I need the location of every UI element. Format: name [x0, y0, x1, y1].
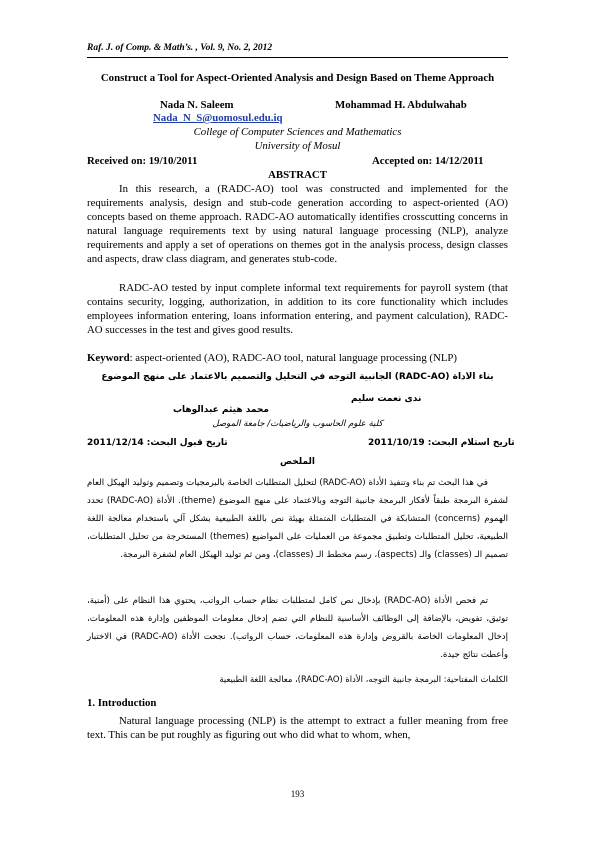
university: University of Mosul [254, 140, 341, 152]
keywords [87, 351, 508, 365]
keyword-text: : aspect-oriented (AO), RADC-AO tool, natural language processing (NLP) [129, 352, 458, 364]
received-date: Received on: 19/10/2011 [87, 155, 198, 167]
arabic-paragraph-2: تم فحص الأداة (RADC-AO) بإدخال نص كامل لمتطلبات نظام حساب الرواتب، يحتوي هذا النظام على (أمنية، توثيق، تفويض، بالإضافة إلى الوظائف الأساسية للنظام التي تضم إدخال معلومات الموظفين وإدارة هذه المعلومات، إدخال المعلومات الخاصة بالقروض وإدارة هذه المعلومات، حساب الرواتب). نجحت الأداة (RADC-AO) في الاختبار وأعطت نتائج جيدة. [87, 596, 508, 660]
arabic-abstract-heading: الملخص [280, 457, 315, 467]
page-number: 193 [290, 789, 305, 799]
arabic-accepted-date: تاريخ قبول البحث: 2011/12/14 [87, 438, 228, 448]
abstract-paragraph-2: RADC-AO tested by input complete informal text requirements for payroll system (that contains security, logging, authorization, in addition to its core functionality which includes employees information entering, loans information entering, and payment calculation), RADC-AO successes in the test and gives good results. [87, 282, 508, 336]
abstract-heading: ABSTRACT [268, 169, 327, 181]
author-2: Mohammad H. Abdulwahab [335, 99, 467, 111]
introduction-paragraph: Natural language processing (NLP) is the attempt to extract a fuller meaning from free text. This can be put roughly as figuring out who did what to whom, when, [87, 715, 508, 741]
author-email[interactable]: Nada_N_S@uomosul.edu.iq [153, 112, 283, 124]
affiliation: College of Computer Sciences and Mathematics [193, 126, 402, 138]
arabic-keywords: الكلمات المفتاحية: البرمجة جانبية التوجه، الأداة (RADC-AO)، معالجة اللغة الطبيعية [219, 674, 508, 684]
section-heading-introduction: 1. Introduction [87, 697, 157, 709]
arabic-affiliation: كلية علوم الحاسوب والرياضيات/ جامعة الموصل [212, 419, 383, 429]
arabic-paragraph-1: في هذا البحث تم بناء وتنفيذ الأداة (RADC-AO) لتحليل المتطلبات الخاصة بالبرمجيات وتصميم وتوليد الهيكل العام لشفرة البرمجة طبقاً لأفكار البرمجة جانبية التوجه وبالاعتماد على منهج الموضوع (theme). الأداة (RADC-AO) تحدد الهموم (concerns) المتشابكة في المتطلبات المتمثلة بهيئة نص باللغة الطبيعية بشكل آلي باستخدام معالجة اللغة الطبيعية، تحليل المتطلبات وتطبيق مجموعة من العمليات على المواضيع (themes) المستخرجة من تحليل المتطلبات، تصميم الـ (classes) والـ (aspects)، رسم مخطط الـ (classes)، ومن ثم توليد الهيكل العام لشفرة البرمجة. [87, 478, 508, 560]
running-head: Raf. J. of Comp. & Math’s. , Vol. 9, No. 2, 2012 [87, 43, 273, 53]
accepted-date: Accepted on: 14/12/2011 [372, 155, 484, 167]
arabic-author-2: محمد هيثم عبدالوهاب [173, 405, 269, 415]
arabic-title: بناء الأداة (RADC-AO) الجانبية التوجه في التحليل والتصميم بالاعتماد على منهج الموضوع [101, 372, 494, 382]
header-rule [87, 57, 508, 58]
author-1: Nada N. Saleem [160, 99, 234, 111]
abstract-paragraph-1: In this research, a (RADC-AO) tool was constructed and implemented for the requirements analysis, design and stub-code generation according to aspect-oriented (AO) concepts based on theme approach. RADC-AO automatically identifies crosscutting concerns in natural language requirements text by using natural language processing (NLP), analyze requirements and apply a set of operations on themes got in the analysis process, design classes and aspects, draw class diagram, and generates stub-code. [87, 183, 508, 265]
keyword-label: Keyword [87, 352, 130, 364]
arabic-received-date: تاريخ استلام البحث: 2011/10/19 [368, 438, 515, 448]
arabic-author-1: ندى نعمت سليم [351, 394, 422, 404]
paper-title: Construct a Tool for Aspect-Oriented Analysis and Design Based on Theme Approach [100, 72, 495, 84]
